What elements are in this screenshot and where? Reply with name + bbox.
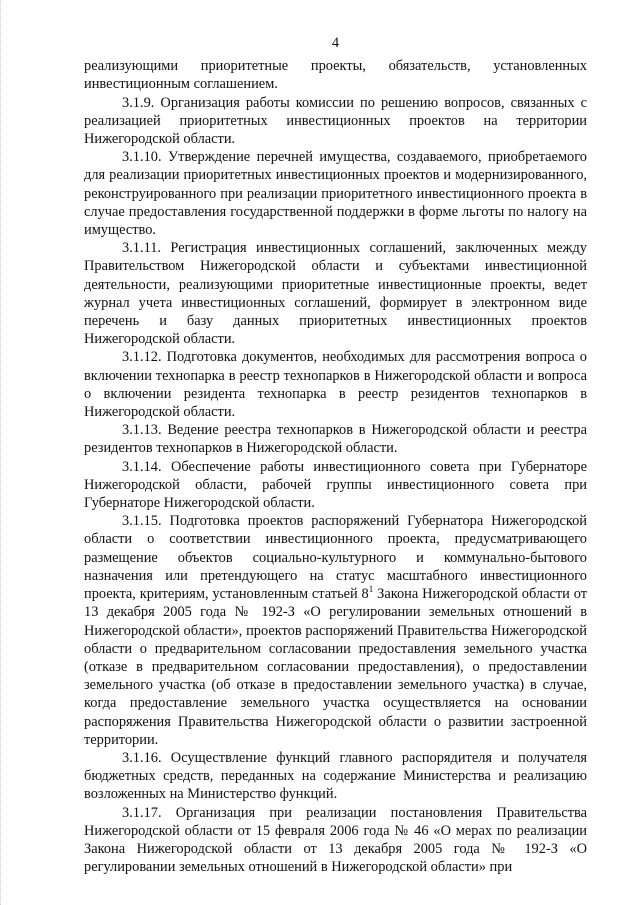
superscript-1: 1 [368, 584, 374, 595]
paragraph-3-1-14: 3.1.14. Обеспечение работы инвестиционного совета при Губернаторе Нижегородской области, рабочей группы инвестиционного совета при Губернаторе Нижегородской области. [84, 458, 587, 512]
paragraph-3-1-17: 3.1.17. Организация при реализации постановления Правительства Нижегородской области от 15 февраля 2006 года № 46 «О мерах по реализации Закона Нижегородской области от 13 декабря 2005 года № 192-З «О регулировании земельных отношений в Нижегородской области» при [84, 804, 587, 876]
paragraph-3-1-15 [84, 512, 587, 749]
paragraph-3-1-12: 3.1.12. Подготовка документов, необходимых для рассмотрения вопроса о включении технопарка в реестр технопарков в Нижегородской области и вопроса о включении резидента технопарка в реестр резидентов технопарков в Нижегородской области. [84, 349, 587, 421]
page-number: 4 [331, 35, 340, 51]
paragraph-3-1-15-part-1: 3.1.15. Подготовка проектов распоряжений Губернатора Нижегородской области о соответствии инвестиционного проекта, предусматривающего размещение объектов социально-культурного и коммунально-бытового назначения или претендующего на статус масштабного инвестиционного проекта, критериям, установленным статьей 8 [84, 513, 587, 603]
scan-edge [0, 0, 4, 905]
paragraph-continuation: реализующими приоритетные проекты, обязательств, установленных инвестиционным соглашением. [84, 58, 587, 93]
document-page [84, 34, 587, 876]
paragraph-3-1-9: 3.1.9. Организация работы комиссии по решению вопросов, связанных с реализацией приоритетных инвестиционных проектов на территории Нижегородской области. [84, 94, 587, 148]
paragraph-3-1-10: 3.1.10. Утверждение перечней имущества, создаваемого, приобретаемого для реализации приоритетных инвестиционных проектов и модернизированного, реконструированного при реализации приоритетного инвестиционного проекта в случае предоставления государственной поддержки в форме льготы по налогу на имущество. [84, 149, 587, 239]
paragraph-3-1-11: 3.1.11. Регистрация инвестиционных соглашений, заключенных между Правительством Нижегородской области и субъектами инвестиционной деятельности, реализующими приоритетные инвестиционные проекты, ведет журнал учета инвестиционных соглашений, формирует в электронном виде перечень и базу данных приоритетных инвестиционных проектов Нижегородской области. [84, 240, 587, 348]
paragraph-3-1-16: 3.1.16. Осуществление функций главного распорядителя и получателя бюджетных средств, переданных на содержание Министерства и реализацию возложенных на Министерство функций. [84, 749, 587, 803]
paragraph-3-1-13: 3.1.13. Ведение реестра технопарков в Нижегородской области и реестра резидентов технопарков в Нижегородской области. [84, 422, 587, 457]
paragraph-3-1-15-part-2: Закона Нижегородской области от 13 декабря 2005 года № 192-З «О регулировании земельных отношений в Нижегородской области», проектов распоряжений Правительства Нижегородской области о предварительном согласовании предоставления земельного участка (отказе в предварительном согласовании предоставления), о предоставлении земельного участка (об отказе в предоставлении земельного участка) в случае, когда предоставление земельного участка осуществляется на основании распоряжения Правительства Нижегородской области о развитии застроенной территории. [84, 586, 588, 748]
